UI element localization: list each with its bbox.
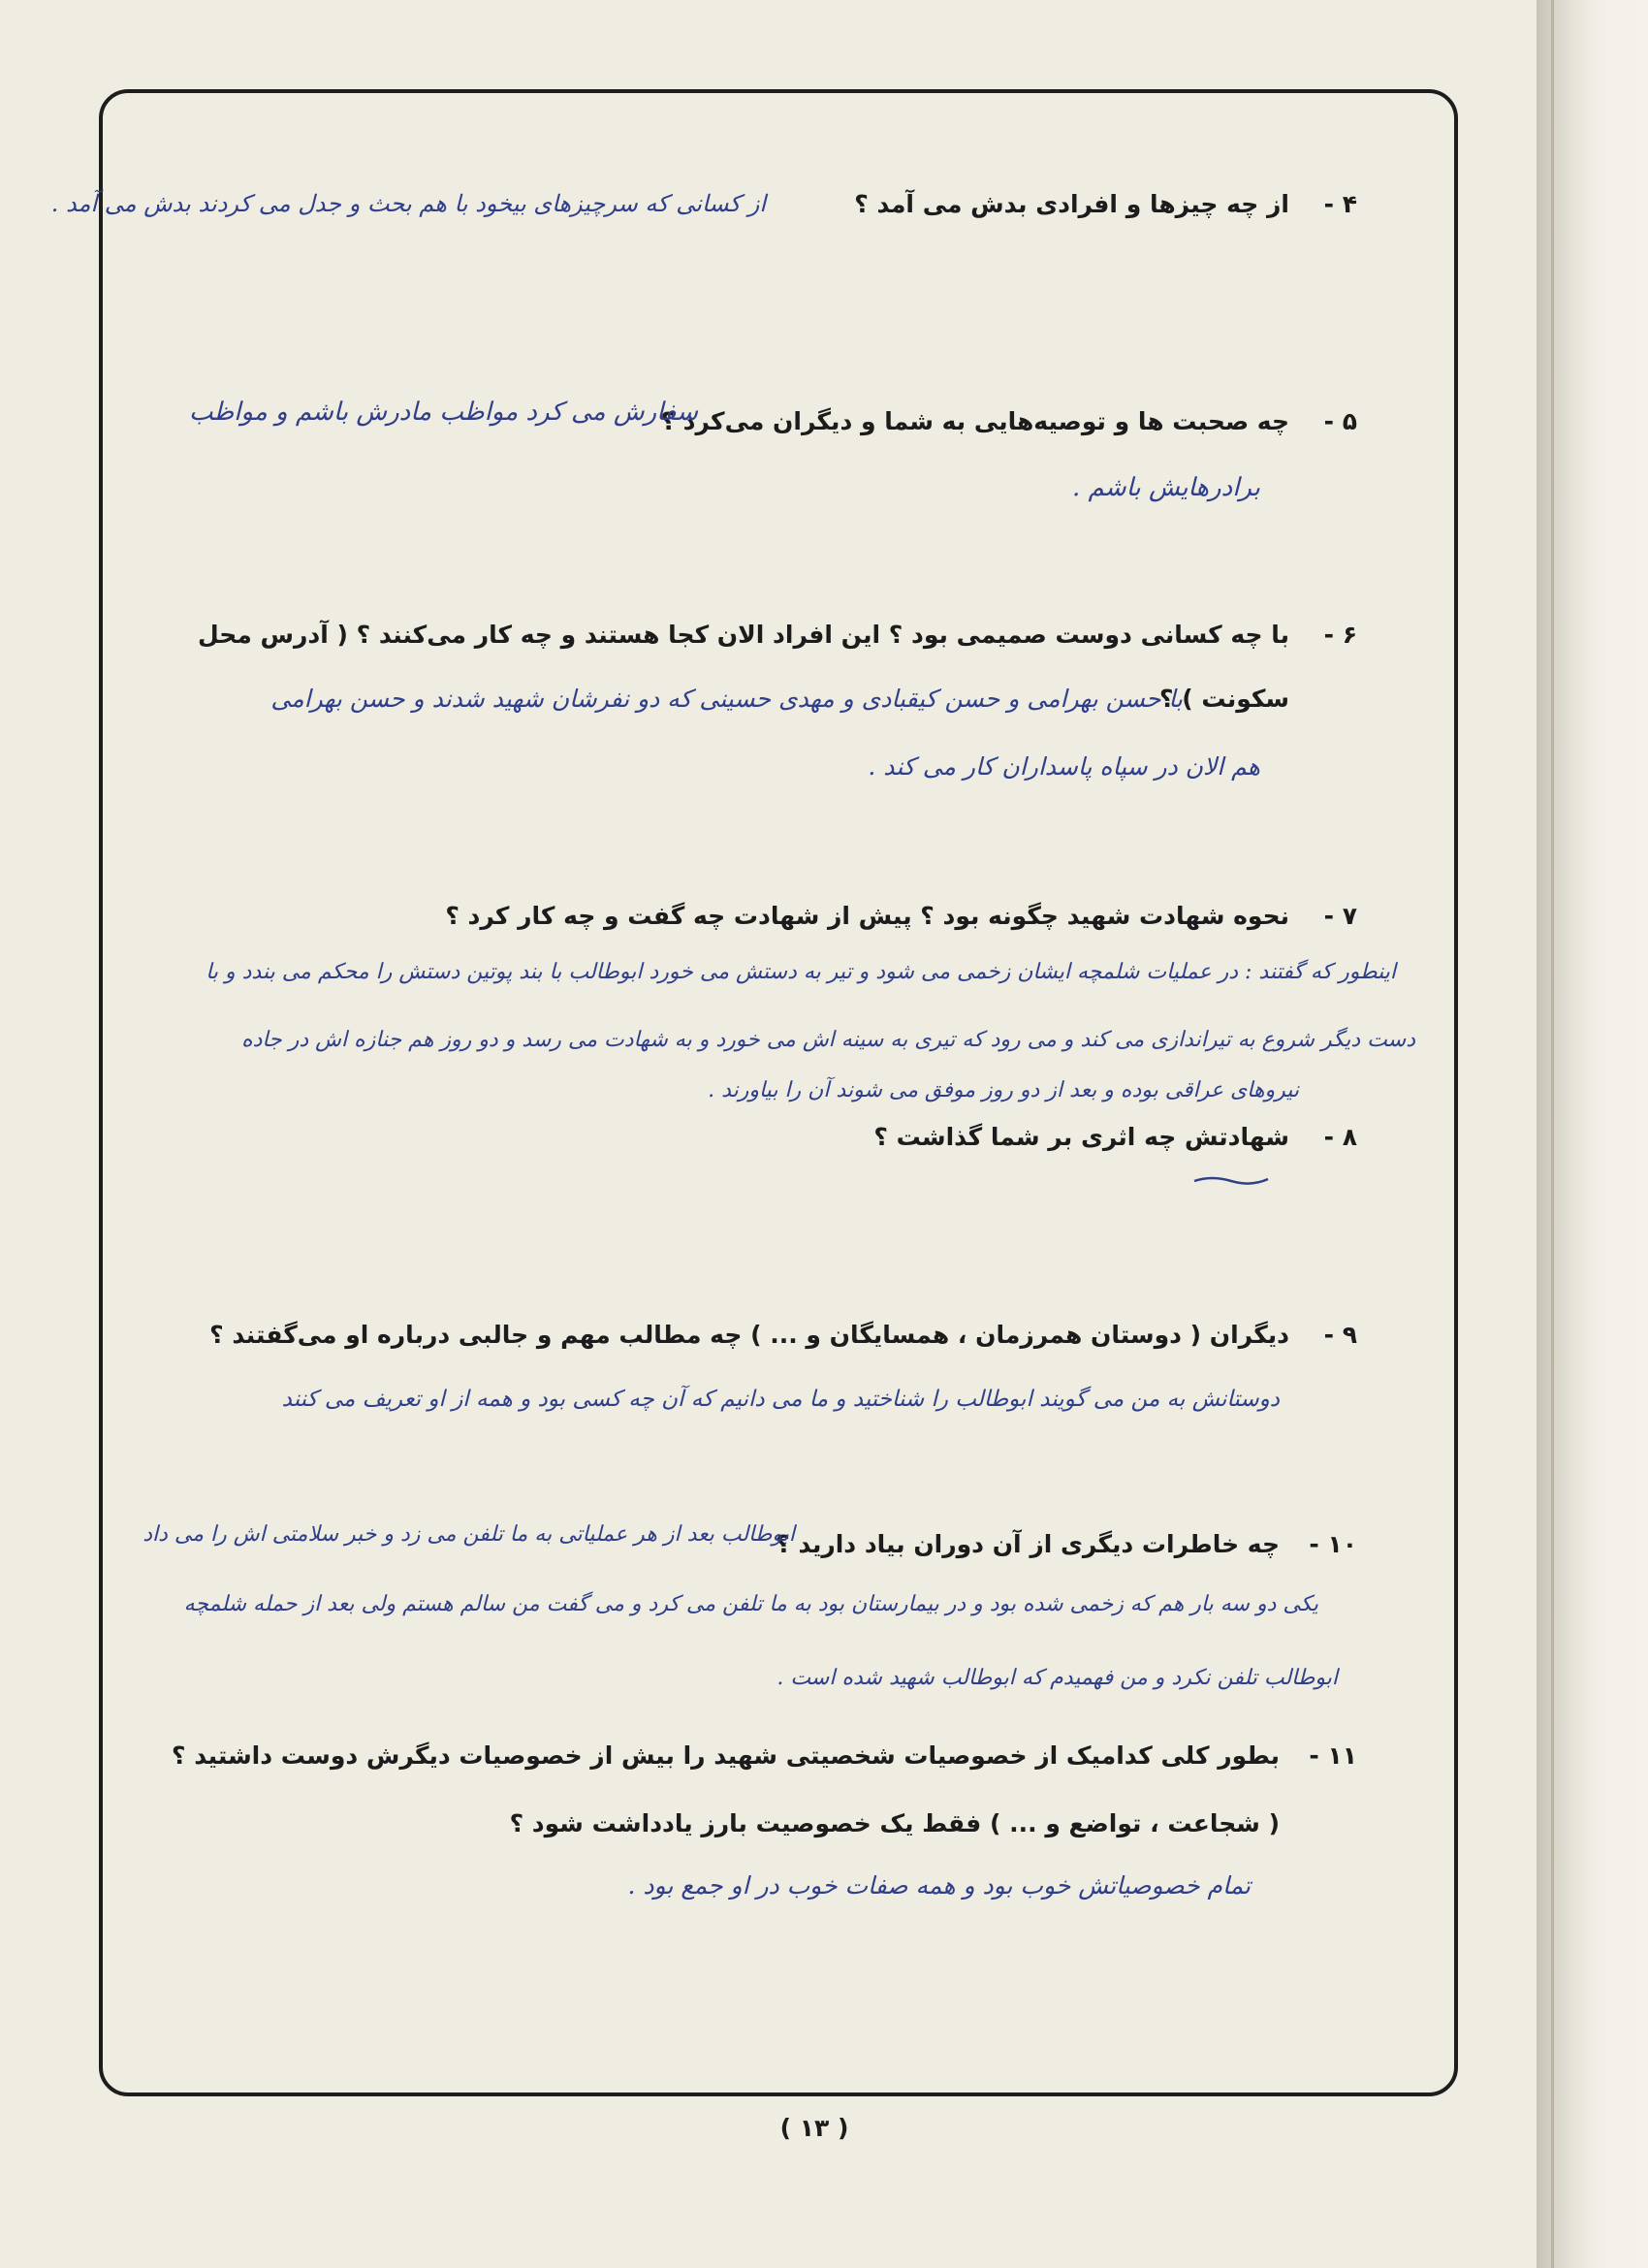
- question-11-text-cont: ( شجاعت ، تواضع و ... ) فقط یک خصوصیت بارز یادداشت شود ؟: [509, 1809, 1280, 1837]
- question-6-text: با چه کسانی دوست صمیمی بود ؟ این افراد الان کجا هستند و چه کار می‌کنند ؟ ( آدرس محل: [197, 621, 1289, 649]
- question-6-text-cont: سکونت ) ؟: [1159, 685, 1289, 713]
- question-5-answer-line-1: سفارش می کرد مواظب مادرش باشم و مواظب: [188, 398, 698, 427]
- question-10-text: چه خاطرات دیگری از آن دوران بیاد دارید ؟: [776, 1530, 1280, 1558]
- question-8-text: شهادتش چه اثری بر شما گذاشت ؟: [873, 1123, 1289, 1151]
- question-number-8: ۸ -: [1323, 1123, 1357, 1151]
- answer-dash-mark: [1192, 1173, 1270, 1187]
- question-10-answer-line-2: ابوطالب تلفن نکرد و من فهمیدم که ابوطالب شهید شده است .: [776, 1666, 1338, 1690]
- question-6-answer-line-2: هم الان در سپاه پاسداران کار می کند .: [868, 752, 1260, 781]
- question-number-7: ۷ -: [1323, 902, 1357, 930]
- question-7-text: نحوه شهادت شهید چگونه بود ؟ پیش از شهادت چه گفت و چه کار کرد ؟: [445, 902, 1289, 930]
- question-11-answer: تمام خصوصیاتش خوب بود و همه صفات خوب در او جمع بود .: [627, 1871, 1251, 1900]
- question-7-answer-line-3: نیروهای عراقی بوده و بعد از دو روز موفق می شوند آن را بیاورند .: [708, 1078, 1299, 1102]
- question-11-text: بطور کلی کدامیک از خصوصیات شخصیتی شهید را بیش از خصوصیات دیگرش دوست داشتید ؟: [172, 1741, 1280, 1770]
- question-number-4: ۴ -: [1323, 190, 1357, 218]
- question-4-answer: از کسانی که سرچیزهای بیخود با هم بحث و جدل می کردند بدش می آمد .: [50, 190, 766, 217]
- question-7-answer-line-2: دست دیگر شروع به تیراندازی می کند و می رود که تیری به سینه اش می خورد و به شهادت می رسد و دو روز هم جنازه اش در جاده: [241, 1028, 1415, 1052]
- question-5-answer-line-2: برادرهایش باشم .: [1072, 473, 1260, 502]
- question-9-answer: دوستانش به من می گویند ابوطالب را شناختید و ما می دانیم که آن چه کسی بود و همه از او تعریف می کنند: [281, 1387, 1280, 1412]
- question-number-5: ۵ -: [1323, 407, 1357, 435]
- question-number-10: ۱۰ -: [1309, 1530, 1357, 1558]
- question-4-text: از چه چیزها و افرادی بدش می آمد ؟: [854, 190, 1289, 218]
- question-10-answer-line-1: یکی دو سه بار هم که زخمی شده بود و در بیمارستان بود به ما تلفن می کرد و می گفت من سالم هستم ولی بعد از حمله شلمچه: [183, 1592, 1318, 1616]
- page-number: ( ۱۳ ): [779, 2114, 849, 2142]
- question-7-answer-line-1: اینطور که گفتند : در عملیات شلمچه ایشان زخمی می شود و تیر به دستش می خورد ابوطالب با بند پوتین دستش را محکم می بندد و با: [206, 960, 1396, 984]
- gutter-line: [1551, 0, 1554, 2268]
- question-6-answer-line-1: با حسن بهرامی و حسن کیقبادی و مهدی حسینی که دو نفرشان شهید شدند و حسن بهرامی: [270, 685, 1183, 713]
- question-number-11: ۱۱ -: [1309, 1741, 1357, 1770]
- question-10-answer-inline: ابوطالب بعد از هر عملیاتی به ما تلفن می زد و خبر سلامتی اش را می داد: [143, 1522, 795, 1547]
- question-number-9: ۹ -: [1323, 1321, 1357, 1349]
- question-number-6: ۶ -: [1323, 621, 1357, 649]
- question-5-text: چه صحبت ها و توصیه‌هایی به شما و دیگران می‌کرد ؟: [660, 407, 1289, 435]
- question-9-text: دیگران ( دوستان همرزمان ، همسایگان و ... ) چه مطالب مهم و جالبی درباره او می‌گفتند ؟: [209, 1321, 1289, 1349]
